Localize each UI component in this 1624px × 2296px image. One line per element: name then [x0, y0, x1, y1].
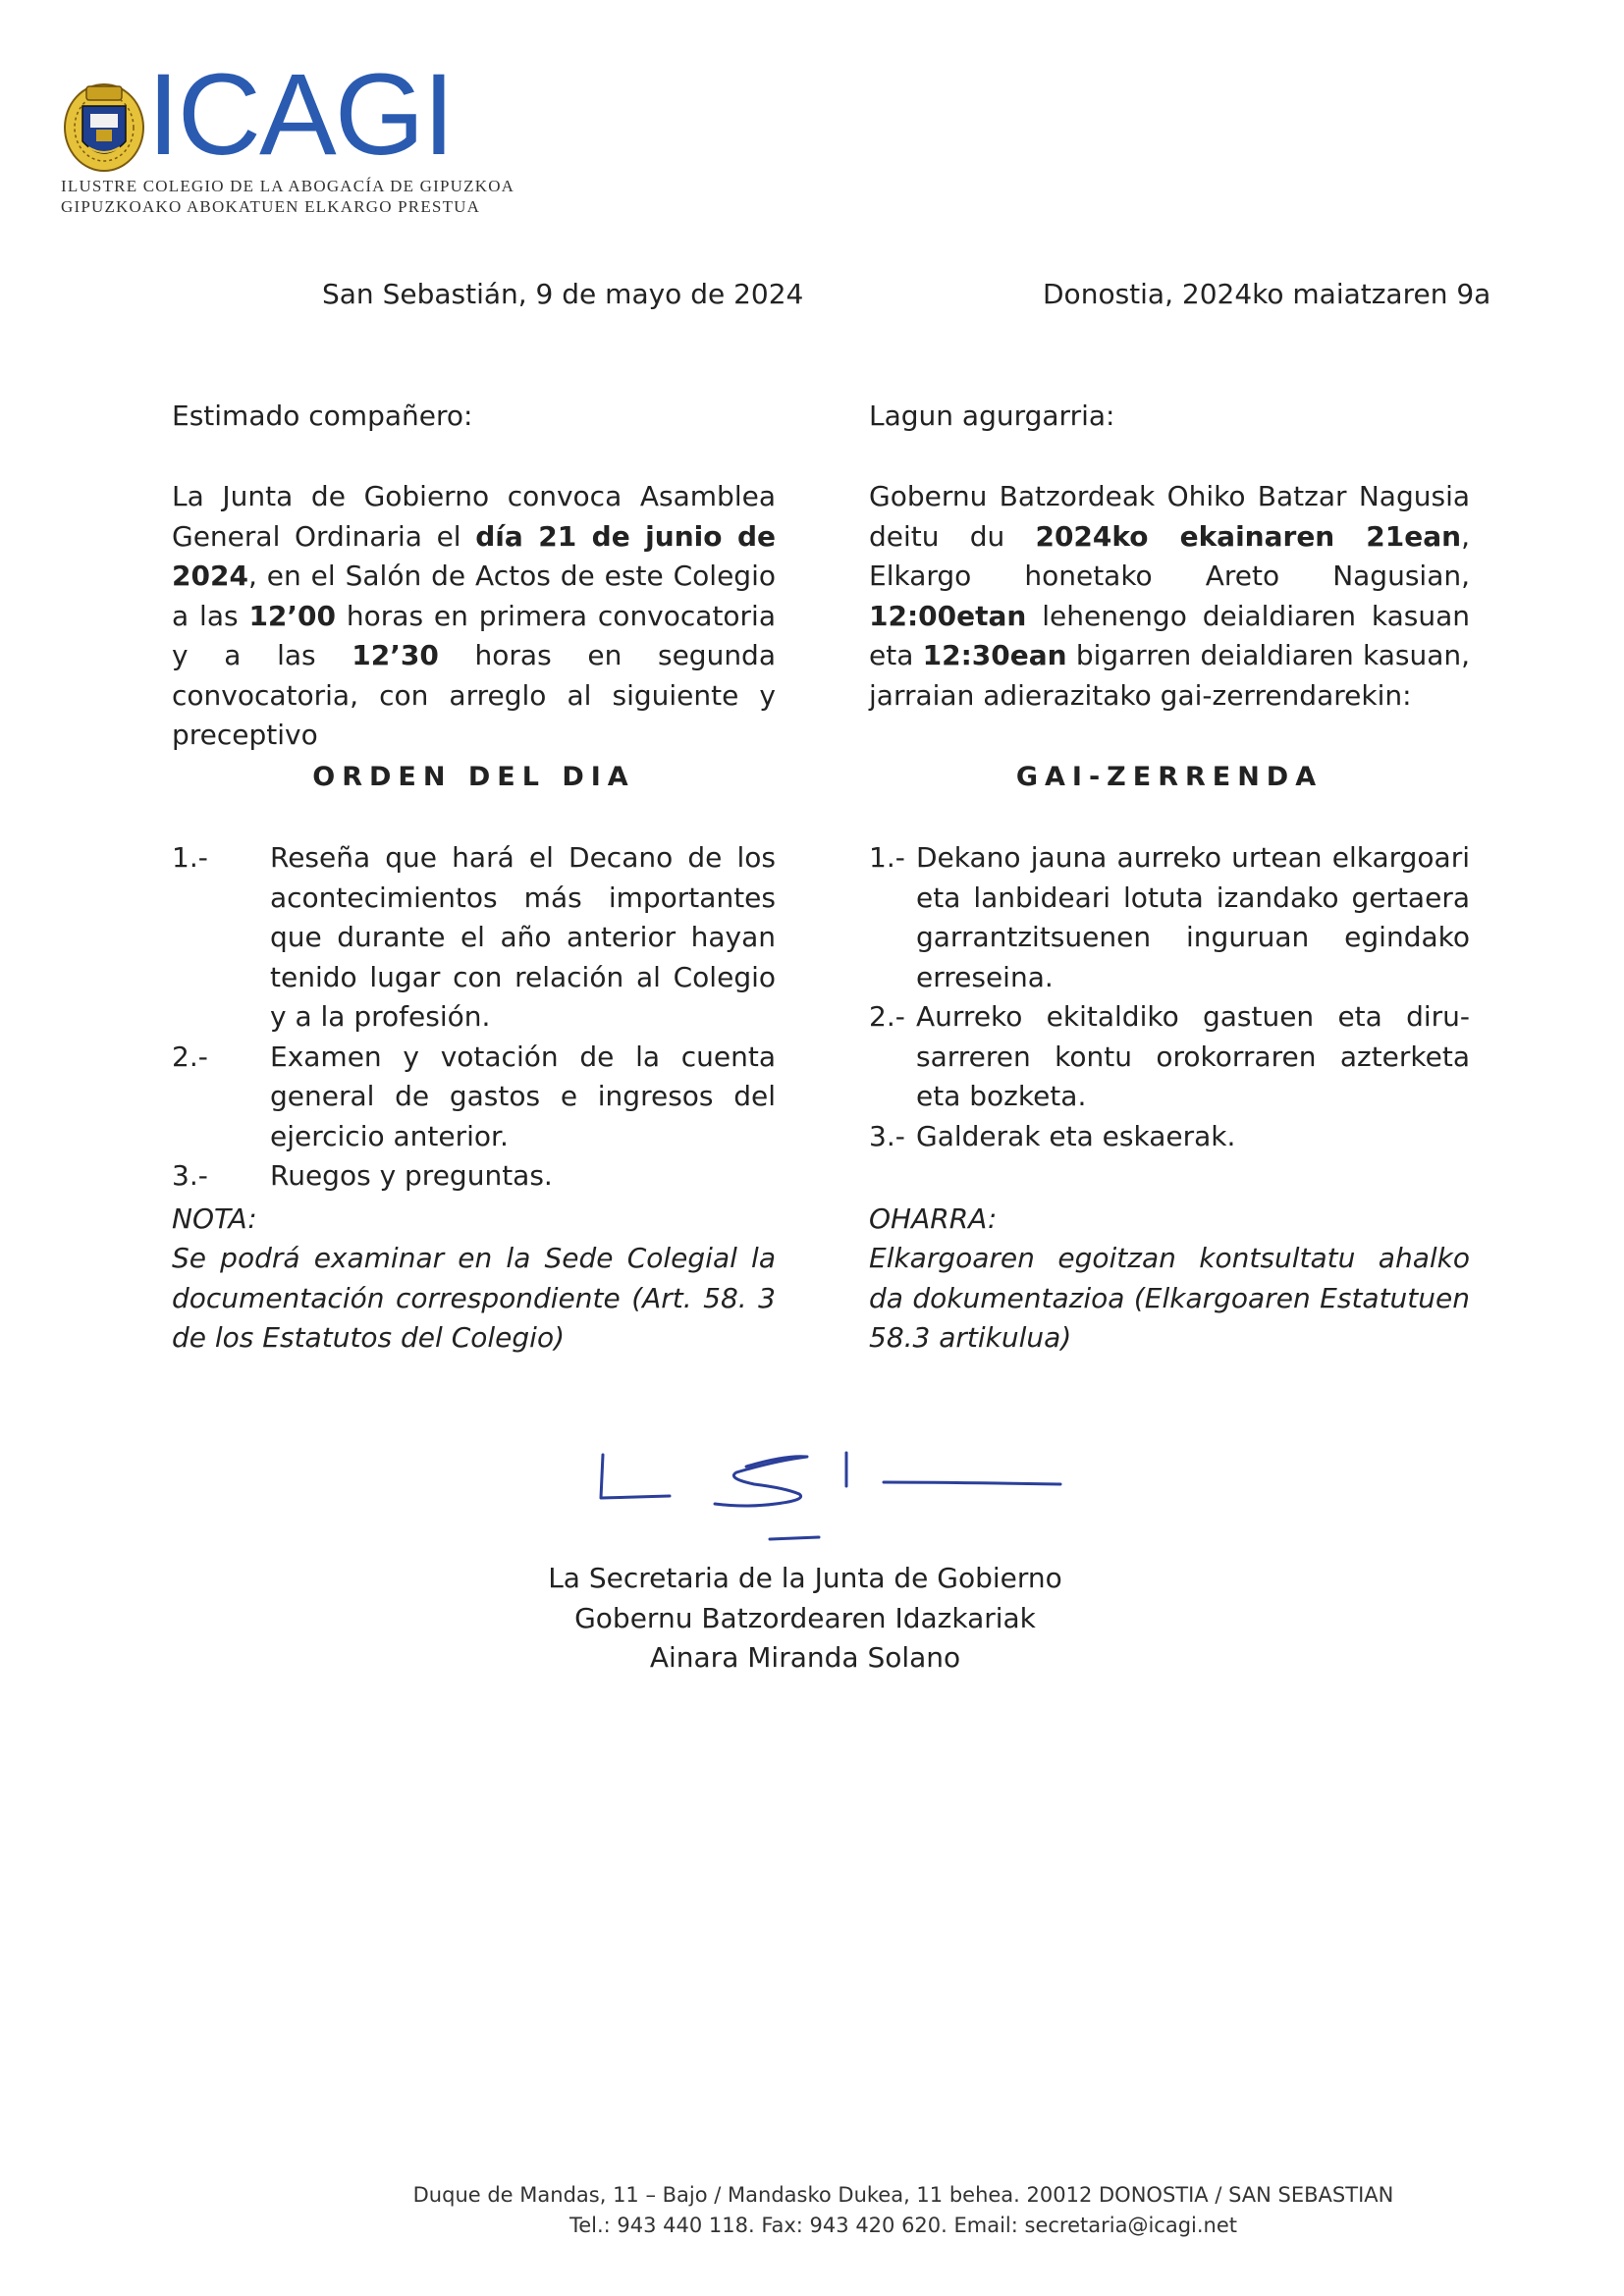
agenda-item-eu-3: 3.- Galderak eta eskaerak. [869, 1119, 1236, 1152]
agenda-item-es-1: 1.- Reseña que hará el Decano de los acontecimientos más importantes que durante el año anterior hayan tenido lugar con relación al Colegio y a la profesión. [172, 841, 776, 1033]
agenda-list-eu [869, 838, 1470, 1156]
footer [324, 2180, 1483, 2241]
date-eu: Donostia, 2024ko maiatzaren 9a [1043, 278, 1491, 310]
footer-contact: Tel.: 943 440 118. Fax: 943 420 620. Email: secretaria@icagi.net [568, 2214, 1238, 2237]
signer-title-es: La Secretaria de la Junta de Gobierno [548, 1562, 1062, 1594]
note-label-es: NOTA: [172, 1202, 257, 1235]
handwritten-signature [589, 1435, 1070, 1563]
coat-of-arms-icon [61, 77, 147, 175]
logo-subtitle-eu: GIPUZKOAKO ABOKATUEN ELKARGO PRESTUA [61, 197, 481, 216]
heading-eu: GAI-ZERRENDA [1015, 762, 1324, 792]
logo-text: ICAGI [147, 50, 454, 180]
note-text-eu: Elkargoaren egoitzan kontsultatu ahalko da dokumentazioa (Elkargoaren Estatutuen 58.3 artikulua) [869, 1242, 1470, 1354]
signer-title-eu: Gobernu Batzordearen Idazkariak [574, 1601, 1036, 1634]
agenda-item-es-2: 2.- Examen y votación de la cuenta general de gastos e ingresos del ejercicio anterior. [172, 1040, 776, 1152]
agenda-list-es [172, 838, 776, 1197]
agenda-item-eu-2: 2.- Aurreko ekitaldiko gastuen eta diru-sarreren kontu orokorraren azterketa eta bozketa. [869, 1000, 1470, 1112]
agenda-item-es-3: 3.- Ruegos y preguntas. [172, 1159, 553, 1192]
note-text-es: Se podrá examinar en la Sede Colegial la documentación correspondiente (Art. 58. 3 de los Estatutos del Colegio) [172, 1242, 776, 1354]
greeting-eu: Lagun agurgarria: [869, 400, 1115, 432]
date-es: San Sebastián, 9 de mayo de 2024 [322, 278, 804, 310]
logo-subtitle-es: ILUSTRE COLEGIO DE LA ABOGACÍA DE GIPUZKOA [61, 177, 515, 195]
greeting-es: Estimado compañero: [172, 400, 473, 432]
agenda-item-eu-1: 1.- Dekano jauna aurreko urtean elkargoari eta lanbideari lotuta izandako gertaera garrantzitsuenen inguruan egindako erreseina. [869, 841, 1470, 993]
heading-es: ORDEN DEL DIA [312, 762, 635, 792]
intro-eu: Gobernu Batzordeak Ohiko Batzar Nagusia deitu du 2024ko ekainaren 21ean, Elkargo honetako Areto Nagusian, 12:00etan lehenengo deialdiaren kasuan eta 12:30ean bigarren deialdiaren kasuan, jarraian adierazitako gai-zerrendarekin: [869, 480, 1471, 712]
footer-address: Duque de Mandas, 11 – Bajo / Mandasko Dukea, 11 behea. 20012 DONOSTIA / SAN SEBASTIAN [412, 2183, 1394, 2207]
intro-es: La Junta de Gobierno convoca Asamblea General Ordinaria el día 21 de junio de 2024, en el Salón de Actos de este Colegio a las 12’00 horas en primera convocatoria y a las 12’30 horas en segunda convocatoria, con arreglo al siguiente y preceptivo [172, 480, 776, 751]
signer-block [491, 1559, 1119, 1679]
note-label-eu: OHARRA: [869, 1202, 998, 1235]
signer-name: Ainara Miranda Solano [649, 1641, 961, 1674]
